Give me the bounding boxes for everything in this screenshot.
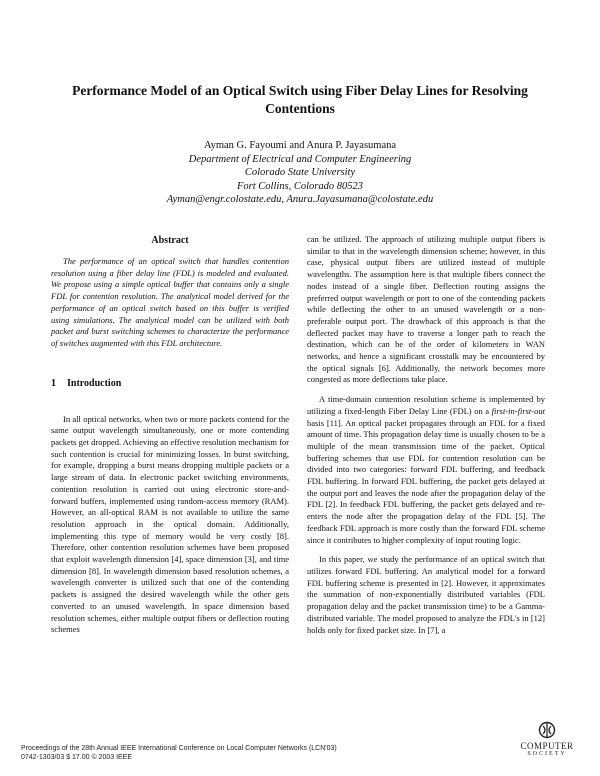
- paper-title: Performance Model of an Optical Switch using Fiber Delay Lines for Resolving Contentions: [72, 83, 528, 116]
- ieee-computer-society-logo: [517, 721, 577, 758]
- footer-copyright: 0742-1303/03 $ 17.00 © 2003 IEEE: [21, 754, 133, 761]
- right-paragraph-2: [307, 394, 545, 546]
- right-paragraph-3: In this paper, we study the performance of an optical switch that utilizes forward FDL buffering. An analytical model for a forward FDL buffering scheme is presented in [2]. However, it approximates the summation of non-exponentially distributed variables (FDL propagation delay and the packet transmission time) to be a Gamma-distributed variable. The model proposed to analyze the FDL's in [12] holds only for fixed packet size. In [7], a: [307, 554, 545, 635]
- logo-line-2: SOCIETY: [527, 751, 567, 757]
- page-footer: [21, 744, 337, 762]
- right-paragraph-2-start: A time-domain contention resolution scheme is implemented by utilizing a fixed-length Fiber Delay Line (FDL) on a: [307, 394, 545, 416]
- section-number: 1: [51, 377, 56, 389]
- section-heading-introduction: [51, 378, 289, 390]
- author-block: [40, 139, 560, 207]
- right-paragraph-2-emphasis: first-in-first-out: [491, 405, 545, 416]
- author-names: Ayman G. Fayoumi and Anura P. Jayasumana: [203, 140, 397, 151]
- right-paragraph-2-rest: basis [11]. An optical packet propagates through an FDL for a fixed amount of time. This propagation delay time is usually chosen to be a multiple of the mean transmission time of the packet. Optical buffering schemes that use FDL for contention resolution can be divided into two categories: forward FDL buffering, and feedback FDL buffering. In forward FDL buffering, the packet gets delayed at the output port and leaves the node after the propagation delay of the FDL [2]. In feedback FDL buffering, the packet gets delayed and re-enters the node after the propagation delay of the FDL [5]. The feedback FDL approach is more costly than the forward FDL scheme since it contributes to higher complexity of input routing logic.: [307, 417, 545, 545]
- computer-society-logo-icon: [537, 721, 557, 739]
- author-department: Department of Electrical and Computer Engineering: [188, 153, 412, 165]
- author-emails: Ayman@engr.colostate.edu, Anura.Jayasumana@colostate.edu: [166, 194, 434, 206]
- abstract-text: The performance of an optical switch that handles contention resolution using a fiber delay line (FDL) is modeled and evaluated. We propose using a simple optical buffer that contains only a single FDL for contention resolution. The analytical model derived for the performance of an optical switch based on this buffer is verified using simulations. The analytical model can be utilized with both packet and burst switching schemes to characterize the performance of switches augmented with this FDL architecture.: [51, 256, 289, 348]
- right-column: [307, 234, 545, 636]
- right-paragraph-1: can be utilized. The approach of utilizing multiple output fibers is similar to that in the wavelength dimension scheme; however, in this case, physical output fibers are utilized instead of multiple wavelengths. The assumption here is that multiple fibers connect the nodes instead of a single fiber. Deflection routing assigns the preferred output wavelength or port to one of the contending packets while deflecting the other to an unused wavelength or a non-preferable output port. The drawback of this approach is that the deflected packet may have to traverse a longer path to reach the destination, which can be of the order of kilometers in WAN networks, and hence a significant crosstalk may be encountered by the optical signals [6]. Additionally, the network becomes more congested as more deflections take place.: [307, 234, 545, 385]
- footer-proceedings: Proceedings of the 28th Annual IEEE International Conference on Local Computer Networks (LCN'03): [21, 745, 337, 752]
- section-title: Introduction: [67, 377, 122, 389]
- left-column: [51, 235, 289, 636]
- author-city: Fort Collins, Colorado 80523: [236, 180, 363, 192]
- abstract-heading: Abstract: [151, 235, 189, 246]
- author-university: Colorado State University: [244, 167, 356, 179]
- intro-paragraph-1: In all optical networks, when two or more packets contend for the same output wavelength simultaneously, one or more contending packets get dropped. Achieving an effective resolution mechanism for such contention is crucial for minimizing losses. In burst switching, for example, dropping a burst means dropping multiple packets or a large stream of data. In electronic packet switching environments, contention resolution is carried out using electronic store-and-forward buffers, implemented using random-access memory (RAM). However, an all-optical RAM is not available to utilize the same resolution approach in the optical domain. Additionally, implementing this type of memory would be very costly [8]. Therefore, other contention resolution schemes have been proposed that exploit wavelength dimension [4], space dimension [3], and time dimension [8]. In wavelength dimension based resolution schemes, a wavelength converter is utilized such that one of the contending packets is assigned the desired wavelength while the other gets converted to an unused wavelength. In space dimension based resolution schemes, either multiple output fibers or deflection routing schemes: [51, 413, 289, 635]
- logo-line-1: COMPUTER: [520, 741, 574, 751]
